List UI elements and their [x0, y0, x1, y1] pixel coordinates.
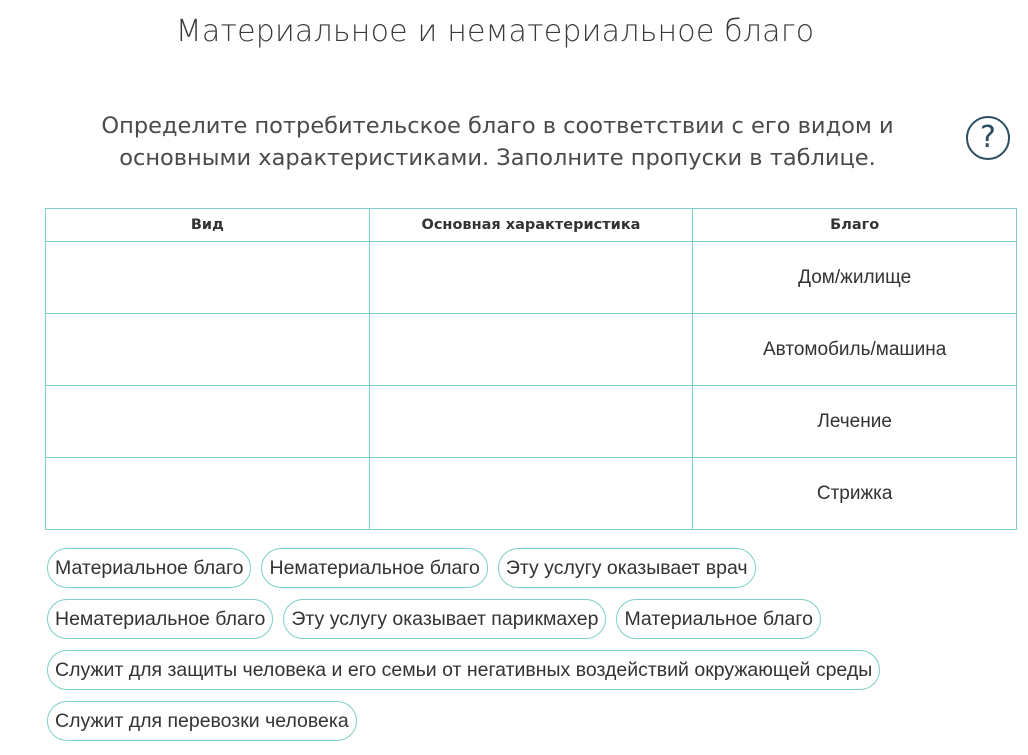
good-cell: Лечение	[693, 386, 1017, 458]
answer-chip[interactable]: Служит для перевозки человека	[47, 701, 357, 741]
answer-options-bank	[47, 548, 1007, 752]
drop-slot-characteristic[interactable]	[369, 242, 693, 314]
drop-slot-vid[interactable]	[46, 458, 370, 530]
drop-slot-vid[interactable]	[46, 242, 370, 314]
answer-chip[interactable]: Эту услугу оказывает врач	[498, 548, 756, 588]
table-row	[46, 386, 1017, 458]
good-cell: Стрижка	[693, 458, 1017, 530]
good-cell: Автомобиль/машина	[693, 314, 1017, 386]
drop-slot-characteristic[interactable]	[369, 314, 693, 386]
chip-row	[47, 701, 1007, 741]
answer-chip[interactable]: Эту услугу оказывает парикмахер	[283, 599, 606, 639]
table-row	[46, 242, 1017, 314]
drop-slot-characteristic[interactable]	[369, 386, 693, 458]
instruction-line-1: Определите потребительское благо в соответствии с его видом и	[101, 113, 894, 139]
chip-row	[47, 548, 1007, 588]
column-header-characteristic: Основная характеристика	[369, 209, 693, 242]
answer-chip[interactable]: Служит для защиты человека и его семьи от негативных воздействий окружающей среды	[47, 650, 880, 690]
table-header-row	[46, 209, 1017, 242]
task-instruction	[50, 110, 945, 174]
drop-slot-vid[interactable]	[46, 386, 370, 458]
column-header-vid: Вид	[46, 209, 370, 242]
drop-slot-characteristic[interactable]	[369, 458, 693, 530]
table-row	[46, 314, 1017, 386]
chip-row	[47, 599, 1007, 639]
answer-table	[45, 208, 1017, 530]
drop-slot-vid[interactable]	[46, 314, 370, 386]
help-icon[interactable]: ?	[966, 116, 1010, 160]
page-title: Материальное и нематериальное благо	[175, 14, 815, 49]
good-cell: Дом/жилище	[693, 242, 1017, 314]
instruction-line-2: основными характеристиками. Заполните пропуски в таблице.	[119, 145, 876, 171]
answer-chip[interactable]: Материальное благо	[47, 548, 251, 588]
answer-chip[interactable]: Нематериальное благо	[261, 548, 487, 588]
column-header-good: Благо	[693, 209, 1017, 242]
table-row	[46, 458, 1017, 530]
chip-row	[47, 650, 1007, 690]
answer-chip[interactable]: Нематериальное благо	[47, 599, 273, 639]
answer-chip[interactable]: Материальное благо	[616, 599, 820, 639]
